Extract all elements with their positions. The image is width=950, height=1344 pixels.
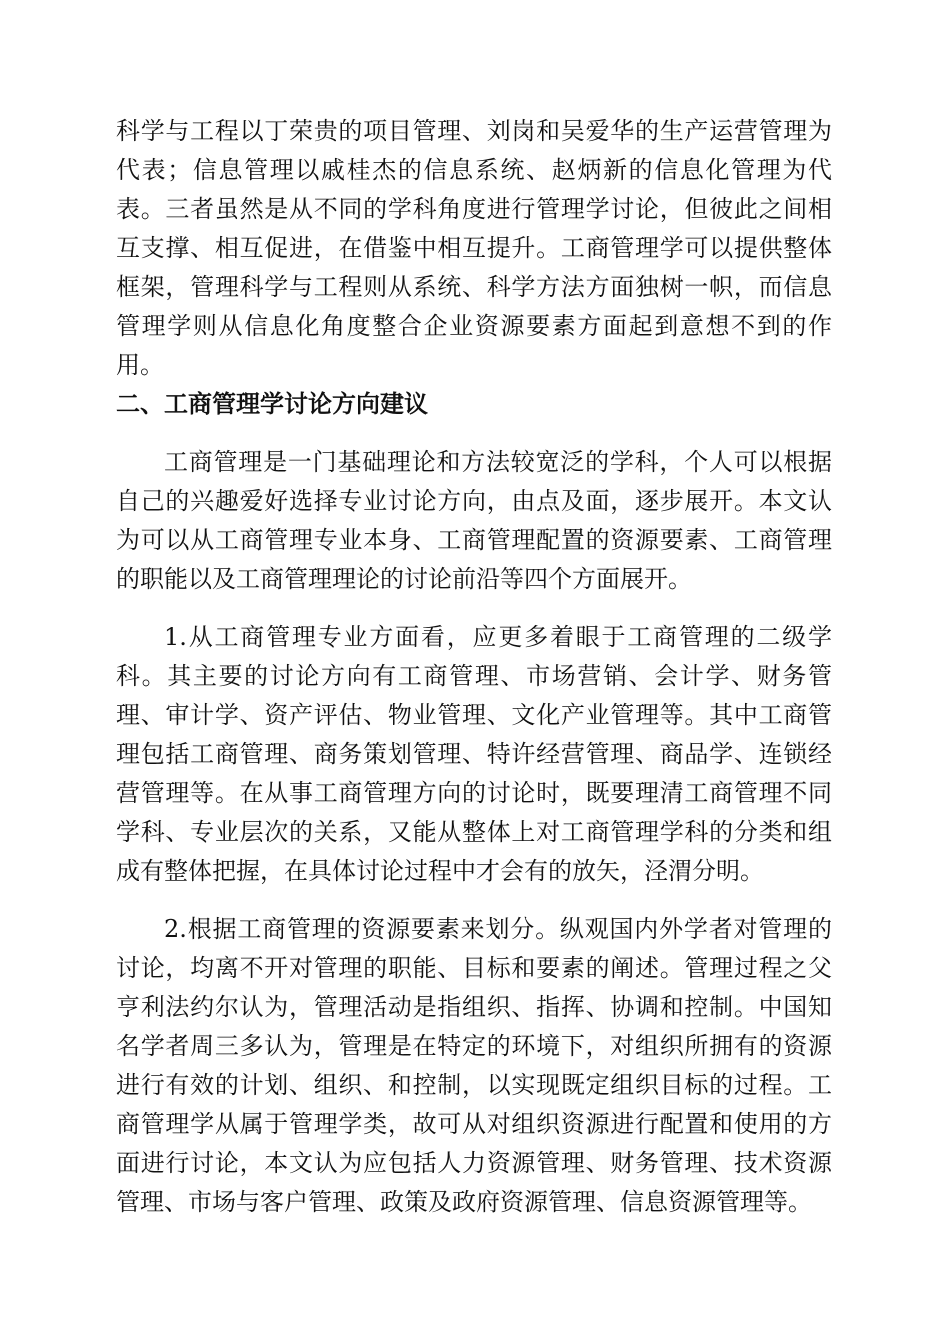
paragraph-point-1: 1.从工商管理专业方面看，应更多着眼于工商管理的二级学科。其主要的讨论方向有工商管理、市场营销、会计学、财务管理、审计学、资产评估、物业管理、文化产业管理等。其中工商管理包括工商管理、商务策划管理、特许经营管理、商品学、连锁经营管理等。在从事工商管理方向的讨论时，既要理清工商管理不同学科、专业层次的关系，又能从整体上对工商管理学科的分类和组成有整体把握，在具体讨论过程中才会有的放矢，泾渭分明。 bbox=[116, 623, 832, 885]
paragraph-point-2: 2.根据工商管理的资源要素来划分。纵观国内外学者对管理的讨论，均离不开对管理的职能、目标和要素的阐述。管理过程之父亨利法约尔认为，管理活动是指组织、指挥、协调和控制。中国知名学者周三多认为，管理是在特定的环境下，对组织所拥有的资源进行有效的计划、组织、和控制，以实现既定组织目标的过程。工商管理学从属于管理学类，故可从对组织资源进行配置和使用的方面进行讨论，本文认为应包括人力资源管理、财务管理、技术资源管理、市场与客户管理、政策及政府资源管理、信息资源管理等。 bbox=[116, 915, 832, 1216]
document-body bbox=[116, 112, 832, 1222]
paragraph-intro: 工商管理是一门基础理论和方法较宽泛的学科，个人可以根据自己的兴趣爱好选择专业讨论方向，由点及面，逐步展开。本文认为可以从工商管理专业本身、工商管理配置的资源要素、工商管理的职能以及工商管理理论的讨论前沿等四个方面展开。 bbox=[116, 448, 832, 593]
section-heading: 二、工商管理学讨论方向建议 bbox=[116, 390, 428, 418]
paragraph-continuation: 科学与工程以丁荣贵的项目管理、刘岗和吴爱华的生产运营管理为代表；信息管理以戚桂杰的信息系统、赵炳新的信息化管理为代表。三者虽然是从不同的学科角度进行管理学讨论，但彼此之间相互支撑、相互促进，在借鉴中相互提升。工商管理学可以提供整体框架，管理科学与工程则从系统、科学方法方面独树一帜，而信息管理学则从信息化角度整合企业资源要素方面起到意想不到的作用。 bbox=[116, 117, 832, 379]
